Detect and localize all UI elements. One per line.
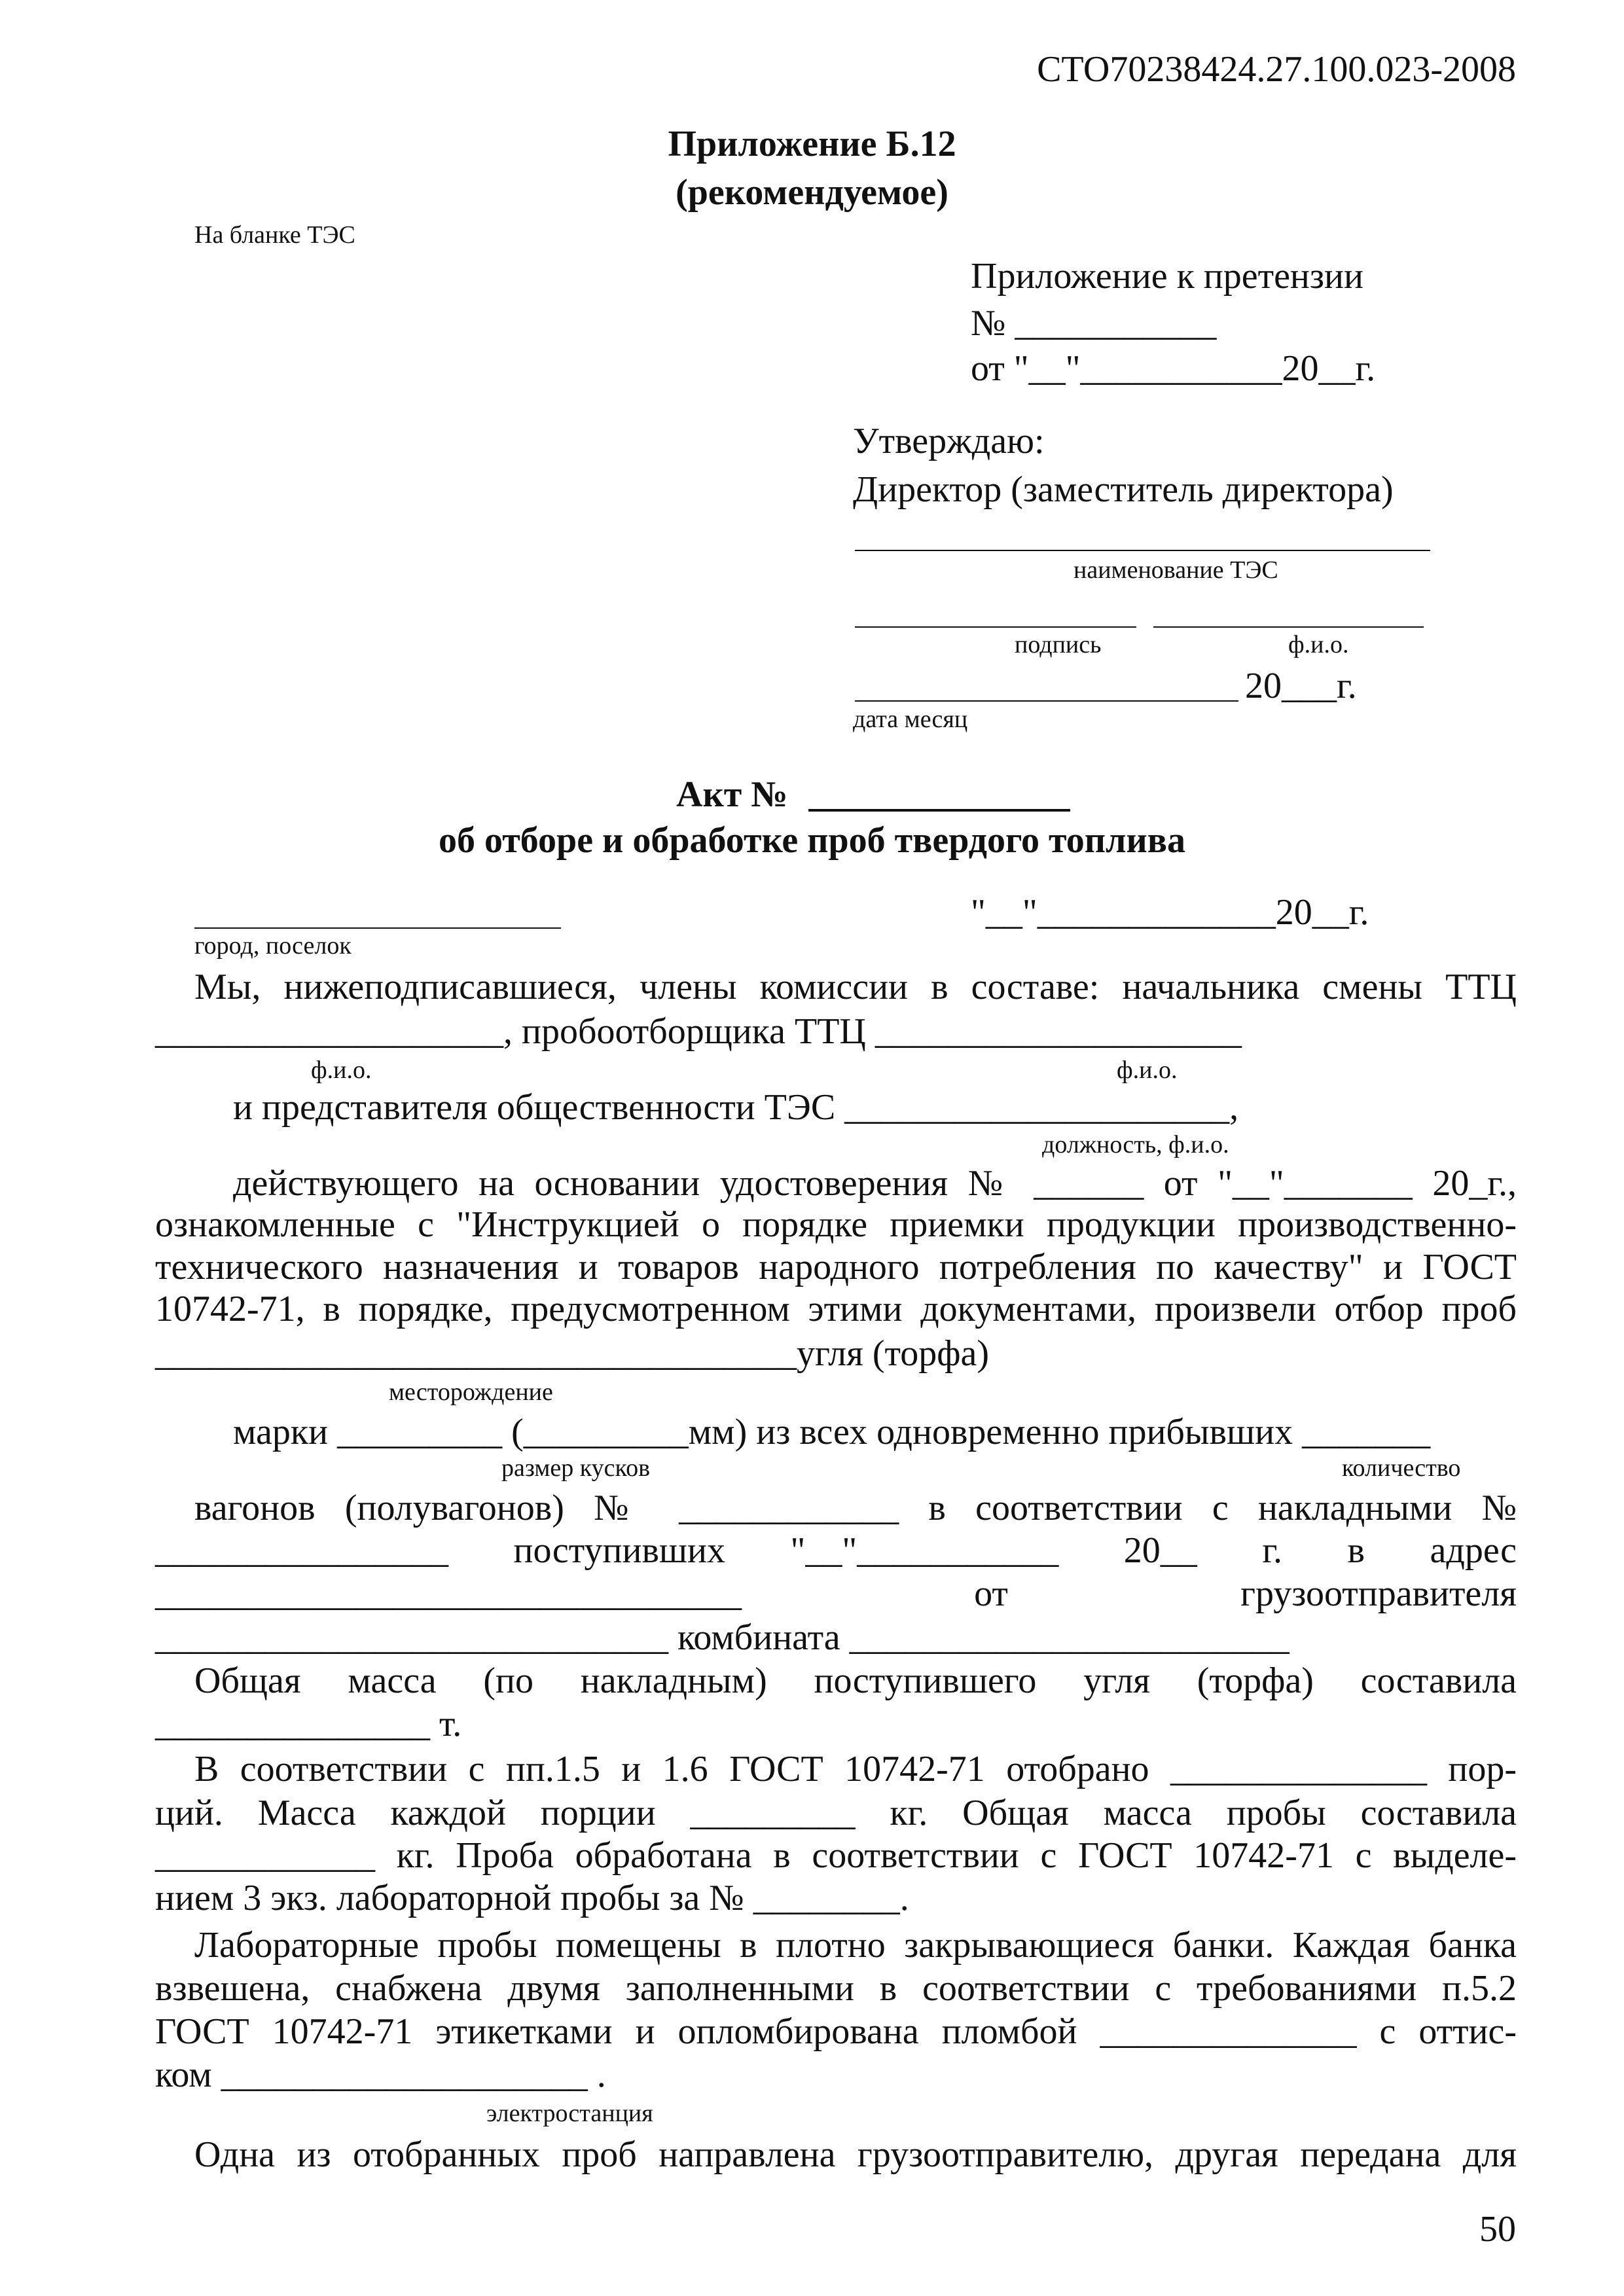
quantity-caption: количество [1342, 1454, 1461, 1482]
p4-line-2: ________________ поступивших "__"___________ 20__ г. в адрес [155, 1530, 1517, 1571]
p7-line-3: ГОСТ 10742-71 этикетками и опломбирована пломбой ______________ с оттис- [155, 2011, 1517, 2052]
size-caption: размер кусков [501, 1454, 651, 1482]
approval-date-line [855, 700, 1238, 702]
fio-caption-1: ф.и.о. [311, 1056, 372, 1084]
station-caption: электростанция [486, 2100, 653, 2127]
p1-line-1: Мы, нижеподписавшиеся, члены комиссии в составе: начальника смены ТТЦ [194, 967, 1517, 1007]
place-caption: город, поселок [194, 932, 352, 960]
position-fio-caption: должность, ф.и.о. [1042, 1131, 1229, 1158]
approval-position: Директор (заместитель директора) [853, 469, 1394, 510]
p5-line-2: _______________ т. [155, 1704, 462, 1744]
appendix-title: Приложение Б.12 [668, 124, 956, 164]
signature-caption: подпись [1015, 631, 1102, 658]
p6-line-3: ____________ кг. Проба обработана в соответствии с ГОСТ 10742-71 с выделе- [155, 1835, 1517, 1876]
p4-line-4: ____________________________ комбината ________________________ [155, 1617, 1290, 1658]
p7-line-1: Лабораторные пробы помещены в плотно закрывающиеся банки. Каждая банка [194, 1925, 1517, 1965]
signature-line [855, 626, 1136, 628]
document-code: СТО70238424.27.100.023-2008 [1037, 49, 1516, 90]
attachment-line-2: № ___________ [971, 303, 1217, 344]
p3-line-1: марки _________ (_________мм) из всех одновременно прибывших _______ [233, 1412, 1431, 1452]
p4-line-3: ________________________________ от грузоотправителя [155, 1573, 1517, 1614]
attachment-line-3: от "__"___________20__г. [971, 348, 1376, 389]
p8-line-1: Одна из отобранных проб направлена грузоотправителю, другая передана для [194, 2134, 1517, 2175]
fio-caption-2: ф.и.о. [1117, 1056, 1178, 1084]
fio-caption: ф.и.о. [1288, 631, 1349, 658]
act-title-prefix: Акт № [676, 774, 788, 815]
act-date: "__"_____________20__г. [971, 892, 1369, 933]
act-number-line [808, 809, 1070, 812]
p1-line-3: и представителя общественности ТЭС _____________________, [233, 1087, 1239, 1128]
p4-line-1: вагонов (полувагонов) № ____________ в соответствии с накладными № [194, 1488, 1517, 1528]
fio-line [1153, 626, 1424, 628]
p2-line-1: действующего на основании удостоверения № ______ от "__"_______ 20_г., [233, 1163, 1517, 1204]
p2-line-2: ознакомленные с "Инструкцией о порядке приемки продукции производственно- [155, 1204, 1517, 1245]
tes-name-line [855, 550, 1430, 551]
p5-line-1: Общая масса (по накладным) поступившего угля (торфа) составила [194, 1660, 1517, 1701]
p2-line-4: 10742-71, в порядке, предусмотренном этими документами, произвели отбор проб [155, 1289, 1517, 1329]
act-title [676, 776, 788, 813]
date-caption: дата месяц [853, 706, 968, 733]
appendix-subtitle: (рекомендуемое) [676, 172, 948, 213]
page-number: 50 [1479, 2209, 1516, 2250]
letterhead-note: На бланке ТЭС [194, 221, 355, 249]
tes-name-caption: наименование ТЭС [1074, 556, 1278, 584]
p2-line-5: ___________________________________угля (торфа) [155, 1333, 989, 1374]
p1-line-2: ___________________, пробоотборщика ТТЦ ____________________ [155, 1011, 1242, 1052]
approval-date-year: 20___г. [1245, 666, 1357, 706]
act-subtitle: об отборе и обработке проб твердого топлива [439, 820, 1185, 861]
p2-line-3: технического назначения и товаров народного потребления по качеству" и ГОСТ [155, 1247, 1517, 1287]
attachment-line-1: Приложение к претензии [971, 256, 1363, 296]
p7-line-4: ком ____________________ . [155, 2054, 606, 2095]
place-line [194, 927, 561, 929]
deposit-caption: месторождение [389, 1378, 553, 1406]
p6-line-1: В соответствии с пп.1.5 и 1.6 ГОСТ 10742-71 отобрано ______________ пор- [194, 1749, 1517, 1789]
p6-line-2: ций. Масса каждой порции _________ кг. Общая масса пробы составила [155, 1793, 1517, 1833]
approval-title: Утверждаю: [853, 421, 1045, 461]
p7-line-2: взвешена, снабжена двумя заполненными в соответствии с требованиями п.5.2 [155, 1968, 1517, 2009]
p6-line-4: нием 3 экз. лабораторной пробы за № ________. [155, 1878, 909, 1918]
